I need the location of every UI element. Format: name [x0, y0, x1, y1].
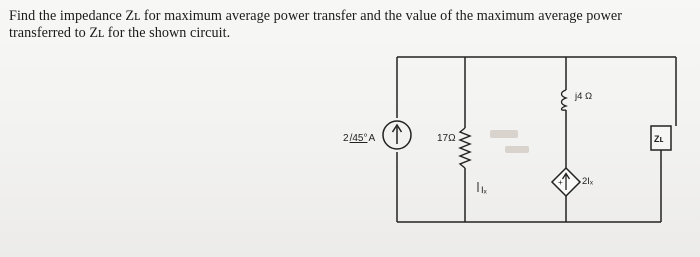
background-bleed [490, 130, 529, 153]
inductor-coil [562, 90, 567, 110]
dependent-source-label: 2Iₓ [582, 176, 594, 187]
dependent-source [552, 168, 580, 196]
resistor-label: 17Ω [437, 133, 456, 144]
inductor-label: j4 Ω [575, 91, 593, 102]
problem-line-2: transferred to Zʟ for the shown circuit. [9, 25, 231, 41]
load-label: Zʟ [654, 134, 664, 144]
ix-label: Iₓ [481, 185, 487, 196]
resistor-17-ohm [460, 128, 470, 168]
current-source-label: 2/45°A [343, 133, 376, 144]
current-source [383, 121, 411, 149]
dependent-plus: + [558, 178, 563, 187]
problem-line-1: Find the impedance Zʟ for maximum average power transfer and the value of the maximum average power [9, 8, 622, 24]
